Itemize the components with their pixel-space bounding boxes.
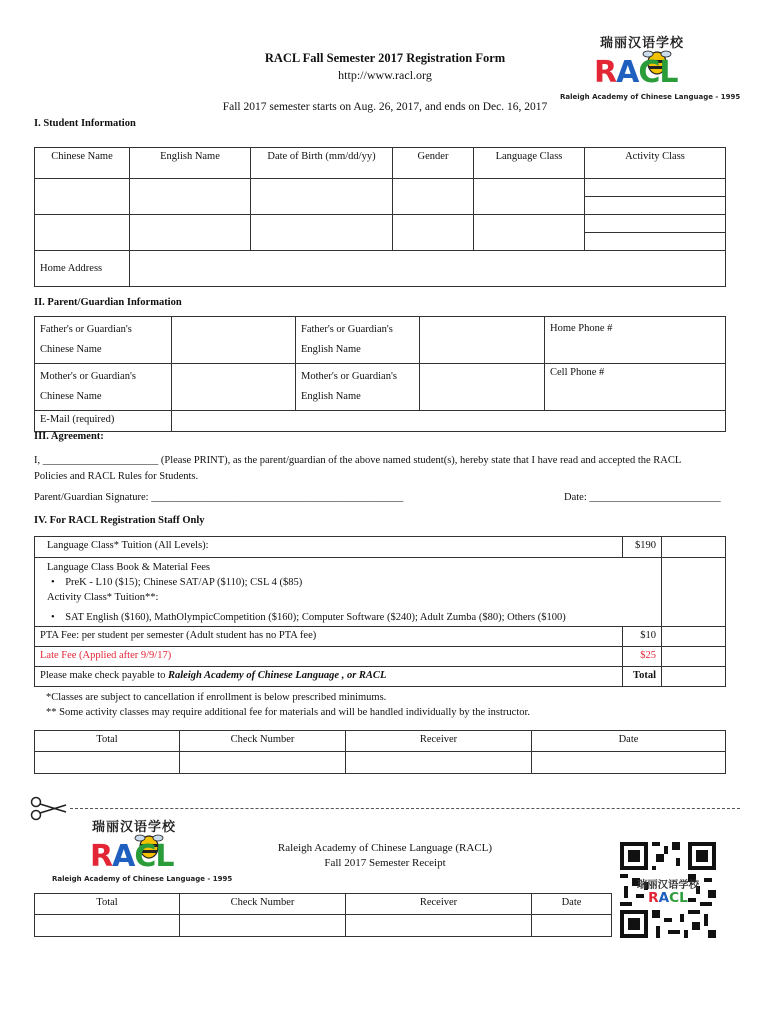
racl-logo [560, 32, 741, 104]
logo-subtitle: Raleigh Academy of Chinese Language - 1995 [52, 875, 233, 883]
cell-phone-field[interactable] [545, 364, 726, 411]
receipt-col-receiver: Receiver [346, 894, 532, 915]
late-fee-label: Late Fee (Applied after 9/9/17) [35, 647, 623, 667]
student1-gender[interactable] [393, 179, 474, 215]
mother-en-label-line1: Mother's or Guardian's [301, 371, 397, 382]
father-chinese-name-label [35, 317, 172, 364]
student1-dob[interactable] [251, 179, 393, 215]
student1-english-name[interactable] [130, 179, 251, 215]
language-tuition-amount: $190 [623, 537, 662, 558]
payment-date-field[interactable] [532, 752, 726, 774]
cut-line [70, 808, 740, 809]
home-address-field[interactable] [130, 251, 726, 287]
material-fee-note: ** Some activity classes may require additional fee for materials and will be handled individually by the instructor. [46, 707, 531, 718]
agreement-line1: I, ______________________ (Please PRINT), as the parent/guardian of the above named student(s), hereby state that I have read and accepted the RACL [34, 455, 682, 466]
email-label: E-Mail (required) [35, 411, 172, 432]
logo-letter-r: R [594, 55, 617, 90]
col-english-name: English Name [130, 148, 251, 179]
receipt-table [34, 893, 612, 937]
payment-col-date: Date [532, 731, 726, 752]
payable-name: Raleigh Academy of Chinese Language , or RACL [167, 670, 387, 681]
receipt-col-total: Total [35, 894, 180, 915]
student-info-table [34, 147, 726, 287]
payment-receiver-field[interactable] [346, 752, 532, 774]
payment-col-check-number: Check Number [180, 731, 346, 752]
student2-activity-class-2[interactable] [585, 233, 726, 251]
logo-letter-l: L [155, 839, 174, 874]
payment-table [34, 730, 726, 774]
late-fee-field[interactable] [662, 647, 726, 667]
receipt-total-field[interactable] [35, 915, 180, 937]
language-tuition-label: Language Class* Tuition (All Levels): [35, 537, 623, 558]
logo-letter-r: R [90, 839, 113, 874]
father-en-label-line1: Father's or Guardian's [301, 324, 393, 335]
pta-fee-amount: $10 [623, 627, 662, 647]
col-gender: Gender [393, 148, 474, 179]
form-title: RACL Fall Semester 2017 Registration Form [264, 51, 506, 65]
father-english-name-label [296, 317, 420, 364]
father-cn-label-line1: Father's or Guardian's [40, 324, 132, 335]
col-chinese-name: Chinese Name [35, 148, 130, 179]
mother-cn-label-line1: Mother's or Guardian's [40, 371, 136, 382]
receipt-check-number-field[interactable] [180, 915, 346, 937]
bullet-icon: • [51, 577, 66, 588]
logo-letter-a: A [112, 839, 135, 874]
section-agreement-heading: III. Agreement: [34, 431, 104, 442]
mother-en-label-line2: English Name [301, 391, 361, 402]
payment-total-field[interactable] [35, 752, 180, 774]
logo-racl-letters [594, 55, 678, 90]
col-language-class: Language Class [474, 148, 585, 179]
student2-dob[interactable] [251, 215, 393, 251]
date-line[interactable]: Date: _________________________ [564, 492, 721, 503]
student1-activity-class-1[interactable] [585, 179, 726, 197]
qr-logo-letter-c: C [669, 890, 680, 906]
home-phone-label: Home Phone # [550, 323, 613, 334]
cell-phone-label: Cell Phone # [550, 367, 605, 378]
logo-chinese-text: 瑞丽汉语学校 [600, 36, 685, 51]
activity-detail-row [47, 605, 656, 625]
logo-letter-l: L [659, 55, 678, 90]
pta-fee-field[interactable] [662, 627, 726, 647]
receipt-col-check-number: Check Number [180, 894, 346, 915]
home-address-label: Home Address [35, 251, 130, 287]
payment-check-number-field[interactable] [180, 752, 346, 774]
receipt-col-date: Date [532, 894, 612, 915]
mother-cn-label-line2: Chinese Name [40, 391, 102, 402]
qr-logo-letter-l: L [679, 890, 688, 906]
semester-note: Fall 2017 semester starts on Aug. 26, 2017, and ends on Dec. 16, 2017 [222, 101, 548, 113]
qr-logo-letter-a: A [658, 890, 670, 906]
father-cn-label-line2: Chinese Name [40, 344, 102, 355]
total-label: Total [623, 667, 662, 687]
logo-subtitle: Raleigh Academy of Chinese Language - 1995 [560, 93, 741, 101]
pta-fee-label: PTA Fee: per student per semester (Adult student has no PTA fee) [35, 627, 623, 647]
section-staff-only-heading: IV. For RACL Registration Staff Only [34, 515, 205, 526]
mother-english-name-field[interactable] [420, 364, 545, 411]
total-field[interactable] [662, 667, 726, 687]
signature-line[interactable]: Parent/Guardian Signature: ________________________________________________ [34, 492, 404, 503]
qr-logo-letter-r: R [648, 890, 659, 906]
cancellation-note: *Classes are subject to cancellation if enrollment is below prescribed minimums. [46, 692, 387, 703]
payment-col-receiver: Receiver [346, 731, 532, 752]
father-chinese-name-field[interactable] [172, 317, 296, 364]
mother-english-name-label [296, 364, 420, 411]
qr-code-icon[interactable] [620, 842, 716, 938]
agreement-statement [34, 453, 734, 485]
student2-activity-class-1[interactable] [585, 215, 726, 233]
activity-tuition-label: Activity Class* Tuition**: [47, 592, 159, 603]
logo-letter-c: C [134, 839, 156, 874]
student2-gender[interactable] [393, 215, 474, 251]
student2-chinese-name[interactable] [35, 215, 130, 251]
mother-chinese-name-field[interactable] [172, 364, 296, 411]
mother-chinese-name-label [35, 364, 172, 411]
payment-col-total: Total [35, 731, 180, 752]
receipt-org-name: Raleigh Academy of Chinese Language (RACL) [277, 842, 493, 854]
home-phone-field[interactable] [545, 317, 726, 364]
student1-language-class[interactable] [474, 179, 585, 215]
book-fees-label: Language Class Book & Material Fees [47, 562, 211, 573]
language-tuition-field[interactable] [662, 537, 726, 558]
section-student-info-heading: I. Student Information [34, 118, 136, 129]
book-activity-field[interactable] [662, 558, 726, 627]
late-fee-amount: $25 [623, 647, 662, 667]
receipt-date-field[interactable] [532, 915, 612, 937]
logo-chinese-text: 瑞丽汉语学校 [92, 820, 177, 835]
logo-letter-a: A [616, 55, 639, 90]
book-fees-detail-row [47, 575, 656, 590]
activity-detail: SAT English ($160), MathOlympicCompetition ($160); Computer Software ($240); Adult Zumba ($80); Others ($100) [65, 612, 566, 623]
racl-logo-receipt [52, 816, 233, 888]
payable-to-note [35, 667, 623, 687]
student1-activity-class-2[interactable] [585, 197, 726, 215]
book-fees-detail: PreK - L10 ($15); Chinese SAT/AP ($110); CSL 4 ($85) [65, 577, 303, 588]
col-date-of-birth: Date of Birth (mm/dd/yy) [251, 148, 393, 179]
student2-english-name[interactable] [130, 215, 251, 251]
parent-info-table [34, 316, 726, 432]
logo-racl-letters [90, 839, 174, 874]
col-activity-class: Activity Class [585, 148, 726, 179]
receipt-receiver-field[interactable] [346, 915, 532, 937]
receipt-title: Fall 2017 Semester Receipt [324, 857, 446, 869]
agreement-line2: Policies and RACL Rules for Students. [34, 471, 199, 482]
email-field[interactable] [172, 411, 726, 432]
father-english-name-field[interactable] [420, 317, 545, 364]
bullet-icon: • [51, 612, 66, 623]
book-and-activity-fees [35, 558, 662, 627]
father-en-label-line2: English Name [301, 344, 361, 355]
website-url[interactable]: http://www.racl.org [338, 68, 432, 82]
student1-chinese-name[interactable] [35, 179, 130, 215]
fees-table [34, 536, 726, 687]
student2-language-class[interactable] [474, 215, 585, 251]
logo-letter-c: C [638, 55, 660, 90]
qr-logo-racl [648, 890, 688, 906]
qr-logo-chinese: 瑞丽汉语学校 [636, 879, 700, 891]
section-parent-info-heading: II. Parent/Guardian Information [34, 297, 182, 308]
payable-prefix: Please make check payable to [40, 670, 168, 681]
